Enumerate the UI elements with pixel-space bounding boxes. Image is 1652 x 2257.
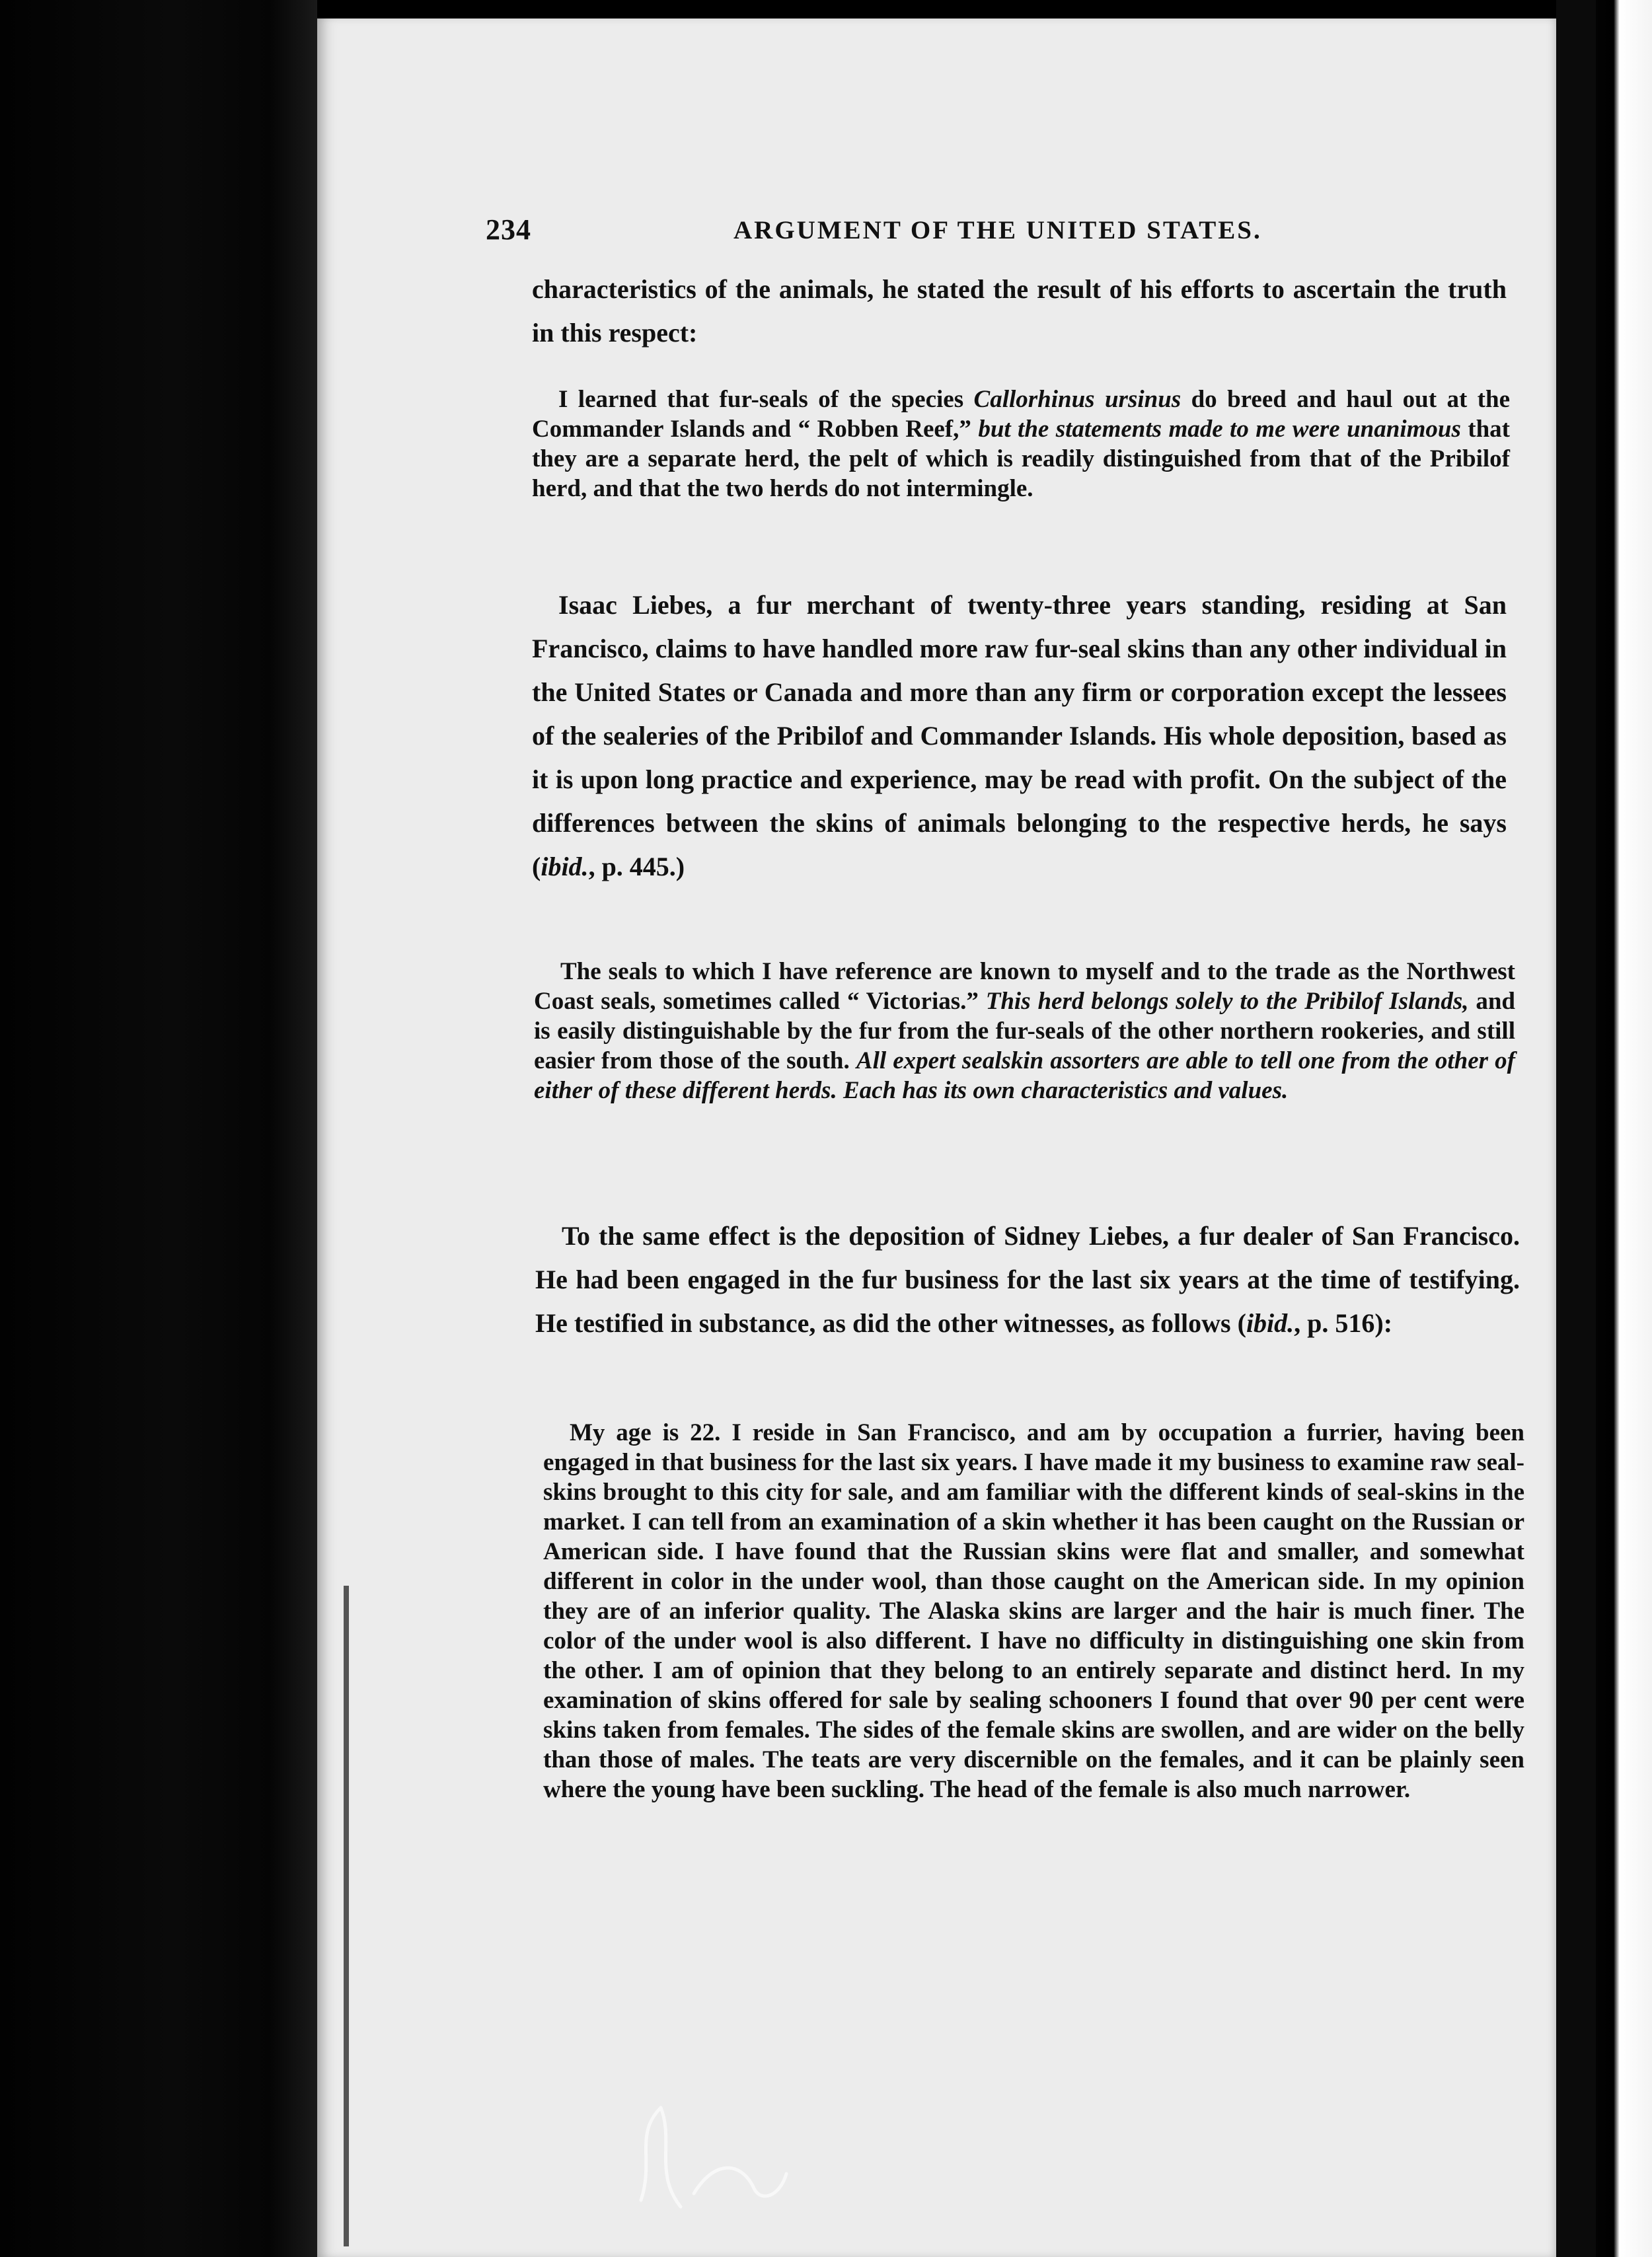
text-segment: I learned that fur-seals of the species: [558, 386, 974, 413]
text-segment: characteristics of the animals, he stated the result of his efforts to ascertain the truth in this respect:: [532, 274, 1507, 348]
italic-text-segment: All expert sealskin assorters are able to tell one from the other of either of these different herds. Each has its own characteristics and values.: [534, 1047, 1515, 1104]
text-segment: do breed and haul out at the Commander Islands and “ Robben Reef,”: [532, 386, 1511, 443]
italic-text-segment: but the statements made to me were unanimous: [978, 416, 1461, 443]
text-segment: The seals to which I have reference are known to myself and to the trade as the Northwest Coast seals, sometimes called “ Victorias.”: [534, 958, 1515, 1015]
body-paragraph: [532, 583, 1507, 889]
body-paragraph: [532, 268, 1507, 355]
text-segment: My age is 22. I reside in San Francisco, and am by occupation a furrier, having been engaged in that business for the last six years. I have made it my business to examine raw seal-skins brought to this city for sale, and am familiar with the different kinds of seal-skins in the market. I can tell from an examination of a skin whether it has been caught on the Russian or American side. I have found that the Russian skins were flat and smaller, and somewhat different in color in the under wool, than those caught on the American side. In my opinion they are of an inferior quality. The Alaska skins are larger and the hair is much finer. The color of the under wool is also different. I have no difficulty in distinguishing one skin from the other. I am of opinion that they belong to an entirely separate and distinct herd. In my examination of skins offered for sale by sealing schooners I found that over 90 per cent were skins taken from females. The sides of the female skins are swollen, and are wider on the belly than those of males. The teats are very discernible on the females, and it can be plainly seen where the young have been suckling. The head of the female is also much narrower.: [543, 1419, 1524, 1803]
body-paragraph: [535, 1214, 1520, 1345]
text-segment: and is easily distinguishable by the fur from the fur-seals of the other northern rookeries, and still easier from those of the south.: [534, 988, 1516, 1074]
text-segment: , p. 516):: [1294, 1308, 1393, 1338]
running-title: ARGUMENT OF THE UNITED STATES.: [733, 216, 1262, 244]
page-gutter-line: [344, 1586, 349, 2246]
left-page-edge: [0, 0, 317, 2257]
pencil-scribble-mark: [615, 2081, 813, 2213]
right-page-shadow: [1556, 0, 1596, 2257]
running-head: [0, 213, 1652, 252]
text-segment: , p. 445.): [588, 852, 685, 881]
quote-paragraph: [532, 385, 1510, 503]
italic-text-segment: ibid.: [541, 852, 589, 881]
quote-paragraph: [534, 957, 1515, 1105]
italic-text-segment: This herd belongs solely to the Pribilof Islands,: [985, 988, 1469, 1015]
italic-text-segment: Callorhinus ursinus: [973, 386, 1182, 413]
text-segment: Isaac Liebes, a fur merchant of twenty-three years standing, residing at San Francisco, claims to have handled more raw fur-seal skins than any other individual in the United States or Canada and more than any firm or corporation except the lessees of the sealeries of the Pribilof and Commander Islands. His whole deposition, based as it is upon long practice and experience, may be read with profit. On the subject of the differences between the skins of animals belonging to the respective herds, he says (: [532, 590, 1507, 881]
page-number: 234: [486, 213, 531, 246]
italic-text-segment: ibid.: [1246, 1308, 1295, 1338]
text-segment: To the same effect is the deposition of Sidney Liebes, a fur dealer of San Francisco. He had been engaged in the fur business for the last six years at the time of testifying. He testified in substance, as did the other witnesses, as follows (: [535, 1221, 1520, 1338]
text-segment: that they are a separate herd, the pelt of which is readily distinguished from that of the Pribilof herd, and that the two herds do not intermingle.: [532, 416, 1510, 502]
quote-paragraph: [543, 1418, 1524, 1804]
